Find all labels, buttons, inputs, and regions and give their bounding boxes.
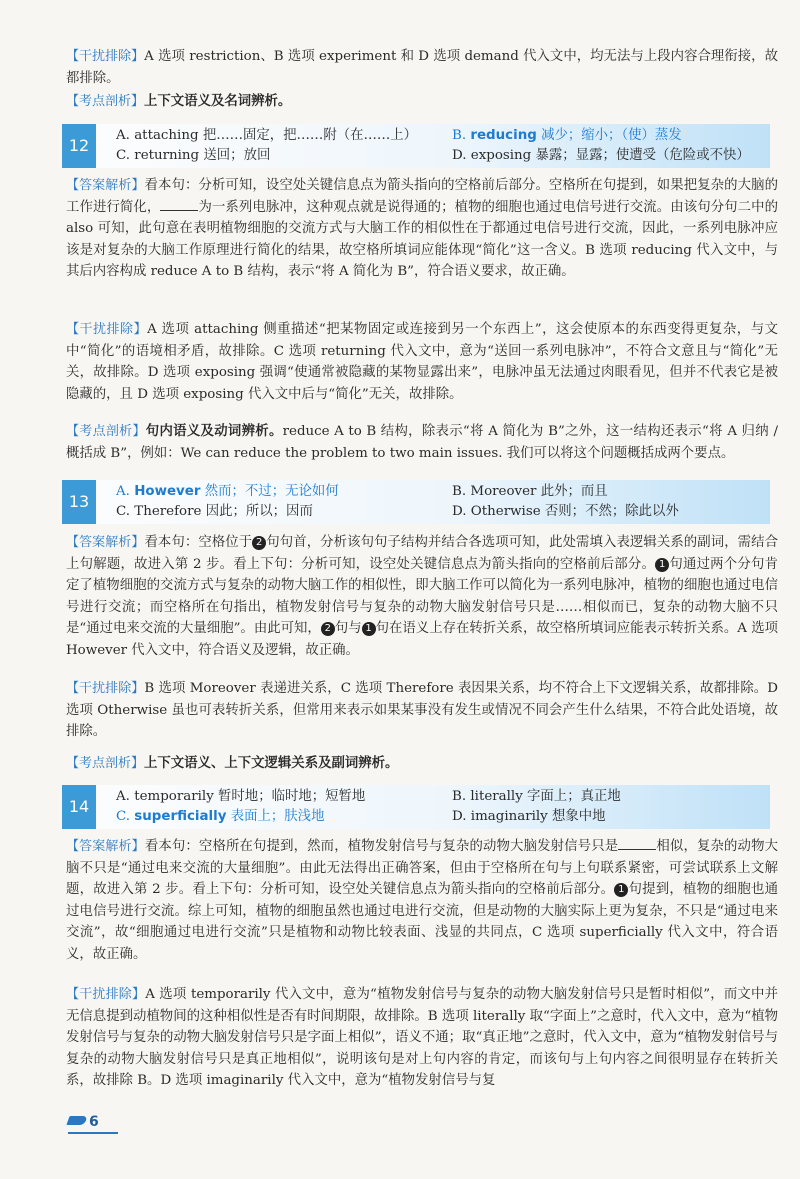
- question-number: 12: [62, 124, 96, 168]
- circled-one-icon: 1: [614, 883, 628, 897]
- option-c: C. returning 送回；放回: [116, 148, 271, 163]
- option-d: D. imaginarily 想象中地: [452, 809, 606, 824]
- circled-two-icon: 2: [252, 536, 266, 550]
- circled-two-icon: 2: [321, 622, 335, 636]
- option-d: D. Otherwise 否则；不然；除此以外: [452, 504, 679, 519]
- top-analysis-paragraph: [66, 91, 778, 113]
- q13-distract-paragraph: 【干扰排除】B 选项 Moreover 表递进关系，C 选项 Therefore 表因果关系，均不符合上下文逻辑关系，故都排除。D 选项 Otherwise 虽也可表转折关系，但常用来表示如果某事没有发生或情况不同会产生什么结果，不符合此处语境，故排除。: [66, 681, 778, 739]
- q14-distract-paragraph: 【干扰排除】A 选项 temporarily 代入文中，意为“植物发射信号与复杂的动物大脑发射信号只是暂时相似”，而文中并无信息提到动植物间的这种相似性是否有时间期限，故排除。B 选项 literally 取“字面上”之意时，代入文中，意为“植物发射信号与复杂的动物大脑发射信号只是字面上相似”，语义不通；取“真正地”之意时，代入文中，意为“植物发射信号与复杂的动物大脑发射信号只是真正地相似”，说明该句是对上句内容的肯定，而该句与上句内容之间很明显存在转折关系，故排除 B。D 选项 imaginarily 代入文中，意为“植物发射信号与复: [66, 987, 778, 1088]
- question-number: 14: [62, 785, 96, 829]
- option-a: A. attaching 把……固定，把……附（在……上）: [116, 128, 418, 143]
- answer-tag: 【答案解析】: [66, 839, 145, 854]
- answer-tag: 【答案解析】: [66, 178, 145, 193]
- distract-tag: 【干扰排除】: [66, 322, 148, 337]
- question-number: 13: [62, 480, 96, 524]
- option-d: D. exposing 暴露；显露；使遭受（危险或不快）: [452, 148, 750, 163]
- top-distract-paragraph: [66, 46, 778, 89]
- option-a-correct: A. However 然而；不过；无论如何: [116, 484, 339, 499]
- answer-blank: [618, 837, 656, 850]
- option-b: B. literally 字面上；真正地: [452, 789, 621, 804]
- distract-tag: 【干扰排除】: [66, 681, 145, 696]
- option-a: A. temporarily 暂时地；临时地；短暂地: [116, 789, 366, 804]
- q13-analysis-paragraph: 【考点剖析】上下文语义、上下文逻辑关系及副词辨析。: [66, 755, 399, 771]
- q14-answer-paragraph: 【答案解析】看本句：空格所在句提到，然而，植物发射信号与复杂的动物大脑发射信号只是 相似，复杂的动物大脑不只是“通过电来交流的大量细胞”。由此无法得出正确答案，但由于空格所在句与上句联系紧密，可尝试联系上文解题，故进入第 2 步。看上下句：分析可知，设空处关键信息点为箭头指向的空格前后部分。 1 句提到，植物的细胞也通过电信号进行交流。综上可知，植物的细胞虽然也通过电进行交流，但是动物的大脑实际上更为复杂，不只是“通过电来交流”，故“细胞通过电进行交流”只是植物和动物比较表面、浅显的共同点，C 选项 superficially 代入文中，符合语义，故正确。: [66, 839, 779, 962]
- question-14-options: [62, 785, 770, 829]
- pencil-icon: [66, 1116, 87, 1125]
- option-c-correct: C. superficially 表面上；肤浅地: [116, 809, 325, 824]
- answer-blank: [160, 198, 198, 211]
- analysis-tag: 【考点剖析】: [66, 424, 146, 439]
- analysis-tag: 【考点剖析】: [66, 94, 145, 109]
- page-number: 6: [68, 1114, 99, 1130]
- analysis-tag: 【考点剖析】: [66, 756, 145, 771]
- top-analysis-text: 上下文语义及名词辨析。: [144, 93, 292, 109]
- circled-one-icon: 1: [362, 622, 376, 636]
- question-12-options: [62, 124, 770, 168]
- circled-one-icon: 1: [655, 558, 669, 572]
- page-number-underline: [68, 1132, 118, 1134]
- q12-answer-paragraph: 【答案解析】看本句：分析可知，设空处关键信息点为箭头指向的空格前后部分。空格所在句提到，如果把复杂的大脑的工作进行简化， 为一系列电脉冲，这种观点就是说得通的；植物的细胞也通过电信号进行交流。由该句分句二中的 also 可知，此句意在表明植物细胞的交流方式与大脑工作的相似性在于都通过电信号进行交流，因此，一系列电脉冲应该是对复杂的大脑工作原理进行简化的结果，故空格所填词应能体现“简化”这一含义。B 选项 reducing 代入文中，与其后内容构成 reduce A to B 结构，表示“将 A 简化为 B”，符合语义要求，故正确。: [66, 178, 779, 279]
- q12-distract-paragraph: 【干扰排除】A 选项 attaching 侧重描述“把某物固定或连接到另一个东西上”，这会使原本的东西变得更复杂，与文中“简化”的语境相矛盾，故排除。C 选项 returning 代入文中，意为“送回一系列电脉冲”，不符合文意且与“简化”无关，故排除。D 选项 exposing 强调“使通常被隐藏的某物显露出来”，电脉冲虽无法通过肉眼看见，但并不代表它是被隐藏的，且 D 选项 exposing 代入文中后与“简化”无关，故排除。: [66, 322, 778, 402]
- answer-tag: 【答案解析】: [66, 535, 145, 550]
- top-distract-text: A 选项 restriction、B 选项 experiment 和 D 选项 demand 代入文中，均无法与上段内容合理衔接，故都排除。: [66, 49, 778, 86]
- distract-tag: 【干扰排除】: [66, 49, 145, 64]
- question-13-options: [62, 480, 770, 524]
- option-b-correct: B. reducing 减少；缩小；（使）蒸发: [452, 128, 682, 143]
- option-c: C. Therefore 因此；所以；因而: [116, 504, 313, 519]
- distract-tag: 【干扰排除】: [66, 987, 146, 1002]
- q13-answer-paragraph: 【答案解析】看本句：空格位于 2 句句首，分析该句句子结构并结合各选项可知，此处需填入表逻辑关系的副词，需结合上句解题，故进入第 2 步。看上下句：分析可知，设空处关键信息点为箭头指向的空格前后部分。 1 句通过两个分句肯定了植物细胞的交流方式与复杂的动物大脑工作的相似性，即大脑工作可以简化为一系列电脉冲，植物的细胞也通过电信号进行交流；而空格所在句指出，植物发射信号与复杂的动物大脑发射信号只是……相似而已，复杂的动物大脑不只是“通过电来交流的大量细胞”。由此可知， 2 句与 1 句在语义上存在转折关系，故空格所填词应能表示转折关系。A 选项 However 代入文中，符合语义及逻辑，故正确。: [66, 535, 779, 658]
- option-b: B. Moreover 此外；而且: [452, 484, 608, 499]
- q12-analysis-paragraph: 【考点剖析】句内语义及动词辨析。reduce A to B 结构，除表示“将 A 简化为 B”之外，这一结构还表示“将 A 归纳 / 概括成 B”，例如：We can reduce the problem to two main issues. 我们可以将这个问题概括成两个要点。: [66, 423, 778, 461]
